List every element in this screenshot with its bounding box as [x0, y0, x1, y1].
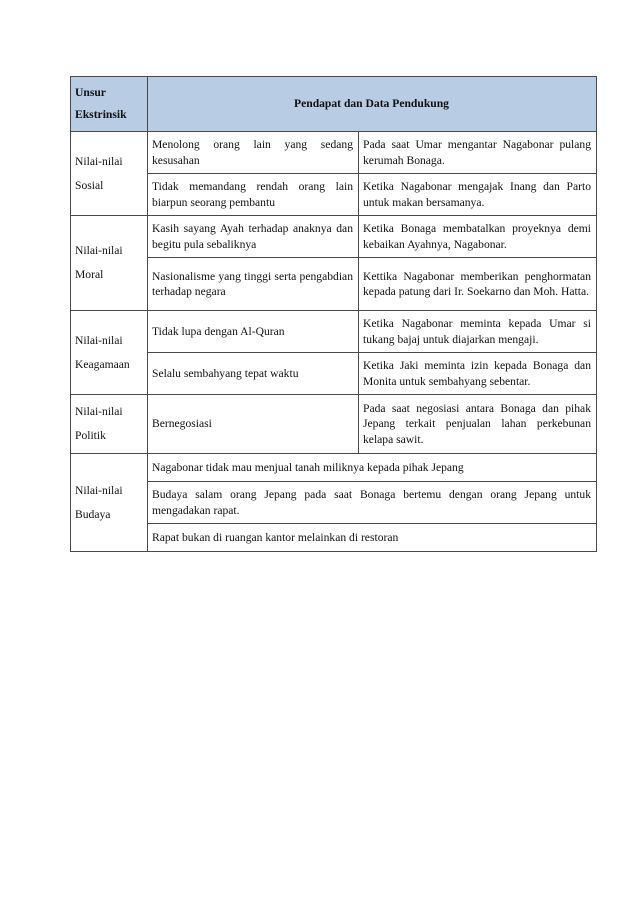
category-label-line1: Nilai-nilai: [75, 154, 123, 168]
header-col1-line1: Unsur: [75, 86, 106, 99]
category-label-line1: Nilai-nilai: [75, 244, 123, 257]
header-pendapat: Pendapat dan Data Pendukung: [148, 77, 597, 132]
evidence-cell: Ketika Bonaga membatalkan proyeknya demi kebaikan Ayahnya, Nagabonar.: [359, 216, 597, 258]
category-label-line1: Nilai-nilai: [75, 405, 123, 418]
evidence-cell: Ketika Nagabonar meminta kepada Umar si tukang bajaj untuk diajarkan mengaji.: [359, 311, 597, 353]
evidence-cell: Pada saat Umar mengantar Nagabonar pulang kerumah Bonaga.: [359, 132, 597, 174]
category-label-line2: Sosial: [75, 178, 104, 192]
opinion-cell: Tidak memandang rendah orang lain biarpun seorang pembantu: [148, 174, 359, 216]
opinion-cell: Nasionalisme yang tinggi serta pengabdian terhadap negara: [148, 258, 359, 311]
opinion-cell: Menolong orang lain yang sedang kesusahan: [148, 132, 359, 174]
table-row: [71, 258, 597, 311]
category-moral: [71, 216, 148, 311]
category-budaya: [71, 454, 148, 552]
table-row: [71, 454, 597, 482]
opinion-cell: Bernegosiasi: [148, 395, 359, 454]
budaya-item-cell: Nagabonar tidak mau menjual tanah miliknya kepada pihak Jepang: [148, 454, 597, 482]
category-label-line1: Nilai-nilai: [75, 483, 123, 497]
table-row: [71, 482, 597, 524]
opinion-cell: Selalu sembahyang tepat waktu: [148, 353, 359, 395]
table-row: [71, 524, 597, 552]
table-row: [71, 132, 597, 174]
category-label-line2: Moral: [75, 268, 104, 281]
opinion-cell: Kasih sayang Ayah terhadap anaknya dan begitu pula sebaliknya: [148, 216, 359, 258]
category-politik: [71, 395, 148, 454]
header-unsur-ekstrinsik: [71, 77, 148, 132]
table-row: [71, 174, 597, 216]
table-row: [71, 395, 597, 454]
category-keagamaan: [71, 311, 148, 395]
budaya-item-cell: Rapat bukan di ruangan kantor melainkan di restoran: [148, 524, 597, 552]
table-row: [71, 216, 597, 258]
category-label-line1: Nilai-nilai: [75, 333, 123, 347]
budaya-item-cell: Budaya salam orang Jepang pada saat Bonaga bertemu dengan orang Jepang untuk mengadakan rapat.: [148, 482, 597, 524]
opinion-cell: Tidak lupa dengan Al-Quran: [148, 311, 359, 353]
category-label-line2: Budaya: [75, 507, 111, 521]
table-row: [71, 353, 597, 395]
category-label-line2: Keagamaan: [75, 357, 130, 371]
evidence-cell: Ketika Jaki meminta izin kepada Bonaga dan Monita untuk sembahyang sebentar.: [359, 353, 597, 395]
evidence-cell: Pada saat negosiasi antara Bonaga dan pihak Jepang terkait penjualan lahan perkebunan kelapa sawit.: [359, 395, 597, 454]
evidence-cell: Kettika Nagabonar memberikan penghormatan kepada patung dari Ir. Soekarno dan Moh. Hatta.: [359, 258, 597, 311]
table-row: [71, 311, 597, 353]
evidence-cell: Ketika Nagabonar mengajak Inang dan Parto untuk makan bersamanya.: [359, 174, 597, 216]
category-label-line2: Politik: [75, 429, 106, 442]
category-sosial: [71, 132, 148, 216]
extrinsic-elements-table: [70, 76, 597, 552]
header-col1-line2: Ekstrinsik: [75, 108, 127, 121]
table-header-row: [71, 77, 597, 132]
